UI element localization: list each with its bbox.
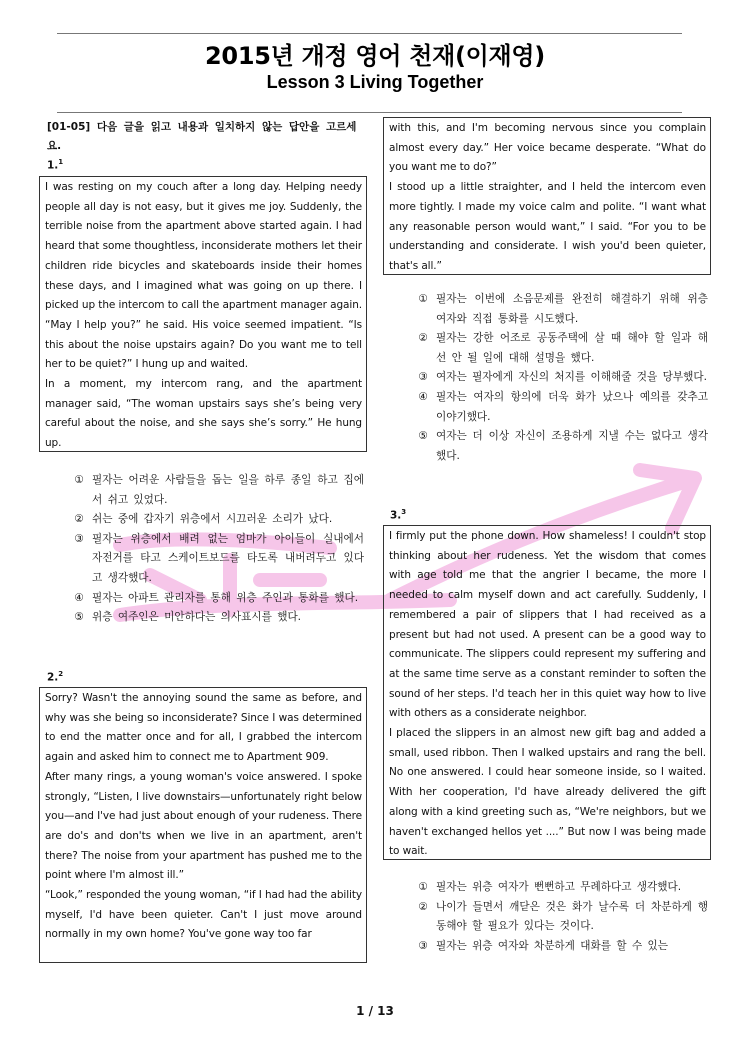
passage-paragraph: In a moment, my intercom rang, and the apartment manager said, “The woman upstairs says she’s being very careful about the noise, and she says she’s sorry.” He hung up. — [45, 378, 362, 450]
answer-option[interactable] — [410, 368, 708, 388]
option-number: ② — [418, 332, 428, 345]
option-text: 필자는 어려운 사람들을 돕는 일을 하루 종일 하고 집에서 쉬고 있었다. — [92, 474, 364, 506]
option-number: ① — [418, 881, 428, 893]
document-title: 2015년 개정 영어 천재(이재영) — [205, 42, 545, 70]
question-number-label: 2. — [47, 671, 59, 684]
option-text: 나이가 들면서 깨닫은 것은 화가 날수록 더 차분하게 행동해야 할 필요가 있다는 것이다. — [436, 900, 708, 933]
answer-option[interactable] — [410, 329, 708, 368]
answer-option[interactable] — [410, 427, 708, 466]
option-number: ① — [74, 474, 84, 486]
header-bottom-rule — [57, 112, 682, 113]
passage-paragraph: Sorry? Wasn't the annoying sound the same as before, and why was she being so inconsiderate? Since I was determined to end the matter once and for all, I grabbed the intercom again and asked him to connect me to Apartment 909. — [45, 692, 362, 764]
answer-option[interactable] — [410, 878, 708, 898]
header-top-rule — [57, 33, 682, 34]
question-3-number — [390, 508, 406, 522]
passage-paragraph: After many rings, a young woman's voice answered. I spoke strongly, “Listen, I live downstairs—unfortunately right below you—and I've had just about enough of your rudeness. There are do's and don'ts when we live in an apartment, aren't there? The noise from your apartment has pushed me to the point where I'm almost ill.” — [45, 770, 362, 882]
option-number: ③ — [418, 371, 428, 384]
option-number: ② — [74, 513, 84, 526]
passage-paragraph: I firmly put the phone down. How shameless! I couldn't stop thinking about her rudeness. Yet the wisdom that comes with age told me that the angrier I became, the more I needed to calm myself down and act carefully. Suddenly, I remembered a pair of slippers that I had received as a present but had not used. A present can be a good way to communicate. The slippers could represent my suffering and at the same time serve as a constant reminder to soften the sound of her steps. I'd teach her in this quiet way how to live with others as a considerate neighbor. — [389, 530, 706, 720]
option-text: 위층 여주인은 미안하다는 의사표시를 했다. — [92, 611, 302, 624]
question-2-number — [47, 670, 63, 684]
question-1-number — [47, 158, 63, 172]
option-number: ② — [418, 900, 428, 913]
answer-option[interactable] — [410, 290, 708, 329]
option-text: 필자는 아파트 관리자를 통해 위층 주인과 통화를 했다. — [92, 591, 359, 604]
passage-paragraph: I stood up a little straighter, and I held the intercom even more tightly. I made my voice calm and polite. “I want what any reasonable person would want,” I said. “For you to be understanding and considerate. I wish you'd been quieter, that's all.” — [389, 181, 706, 272]
question-3-passage — [383, 525, 711, 860]
answer-option[interactable] — [66, 510, 364, 530]
passage-paragraph: “Look,” responded the young woman, “if I had had the ability myself, I'd have been quieter. Can't I just move around normally in my own home? You've gone way too far — [45, 889, 362, 941]
option-number: ③ — [418, 939, 428, 952]
footnote-mark: 3 — [401, 508, 407, 516]
question-1-options — [66, 471, 364, 628]
document-subtitle: Lesson 3 Living Together — [266, 72, 484, 92]
option-text: 필자는 위층에서 배려 없는 엄마가 아이들이 실내에서 자전거를 타고 스케이트보드를 타도록 내버려두고 있다고 생각했다. — [92, 532, 364, 584]
option-text: 필자는 강한 어조로 공동주택에 살 때 해야 할 일과 해선 안 될 일에 대해 설명을 했다. — [436, 332, 708, 364]
option-number: ④ — [74, 591, 84, 604]
footnote-mark: 1 — [58, 158, 64, 166]
page-number: 1 / 13 — [356, 1004, 394, 1018]
option-number: ④ — [418, 390, 428, 403]
question-2-passage-continued — [383, 117, 711, 275]
answer-option[interactable] — [66, 608, 364, 628]
footnote-mark: 2 — [58, 670, 64, 678]
option-text: 여자는 필자에게 자신의 처지를 이해해줄 것을 당부했다. — [436, 371, 707, 384]
option-number: ⑤ — [74, 611, 84, 624]
answer-option[interactable] — [410, 937, 708, 957]
option-text: 필자는 위층 여자가 뻔뻔하고 무례하다고 생각했다. — [436, 881, 682, 893]
option-text: 필자는 이번에 소음문제를 완전히 해결하기 위해 위층 여자와 직접 통화를 시도했다. — [436, 293, 708, 325]
passage-paragraph: I was resting on my couch after a long day. Helping needy people all day is not easy, but it gives me joy. Suddenly, the terrible noise from the apartment above started again. I had heard that some thoughtless, inconsiderate mothers let their children ride bicycles and skateboards inside their homes these days, and I imagined what was going on up there. I picked up the intercom to call the apartment manager again. “May I help you?” he said. His voice seemed impatient. “Is this about the noise upstairs again? Do you want me to tell her to be quiet?” I hung up and waited. — [45, 181, 362, 371]
option-text: 필자는 여자의 항의에 더욱 화가 났으나 예의를 갖추고 이야기했다. — [436, 390, 708, 423]
question-number-label: 1. — [47, 159, 59, 172]
option-number: ③ — [74, 532, 84, 545]
question-2-options — [410, 290, 708, 466]
question-1-passage — [39, 176, 367, 452]
passage-paragraph: with this, and I'm becoming nervous since you complain almost every day.” Her voice became desperate. “What do you want me to do?” — [389, 122, 706, 174]
answer-option[interactable] — [66, 530, 364, 589]
answer-option[interactable] — [66, 471, 364, 510]
instructions: [01-05] 다음 글을 읽고 내용과 일치하지 않는 답안을 고르세요. — [47, 121, 357, 152]
option-text: 여자는 더 이상 자신이 조용하게 지낼 수는 없다고 생각했다. — [436, 430, 708, 462]
option-number: ① — [418, 293, 428, 305]
option-number: ⑤ — [418, 430, 428, 443]
answer-option[interactable] — [410, 388, 708, 427]
answer-option[interactable] — [66, 589, 364, 609]
question-2-passage — [39, 687, 367, 963]
question-number-label: 3. — [390, 509, 402, 522]
option-text: 필자는 위층 여자와 차분하게 대화를 할 수 있는 — [436, 939, 669, 952]
question-3-options — [410, 878, 708, 956]
answer-option[interactable] — [410, 898, 708, 937]
option-text: 쉬는 중에 갑자기 위층에서 시끄러운 소리가 났다. — [92, 513, 333, 526]
passage-paragraph: I placed the slippers in an almost new gift bag and added a small, used ribbon. Then I walked upstairs and rang the bell. No one answered. I could hear someone inside, so I waited. With her cooperation, I'd have already delivered the gift along with a kind greeting such as, “We're neighbors, but we haven't exchanged hellos yet ....” But now I was being made to wait. — [389, 727, 706, 858]
